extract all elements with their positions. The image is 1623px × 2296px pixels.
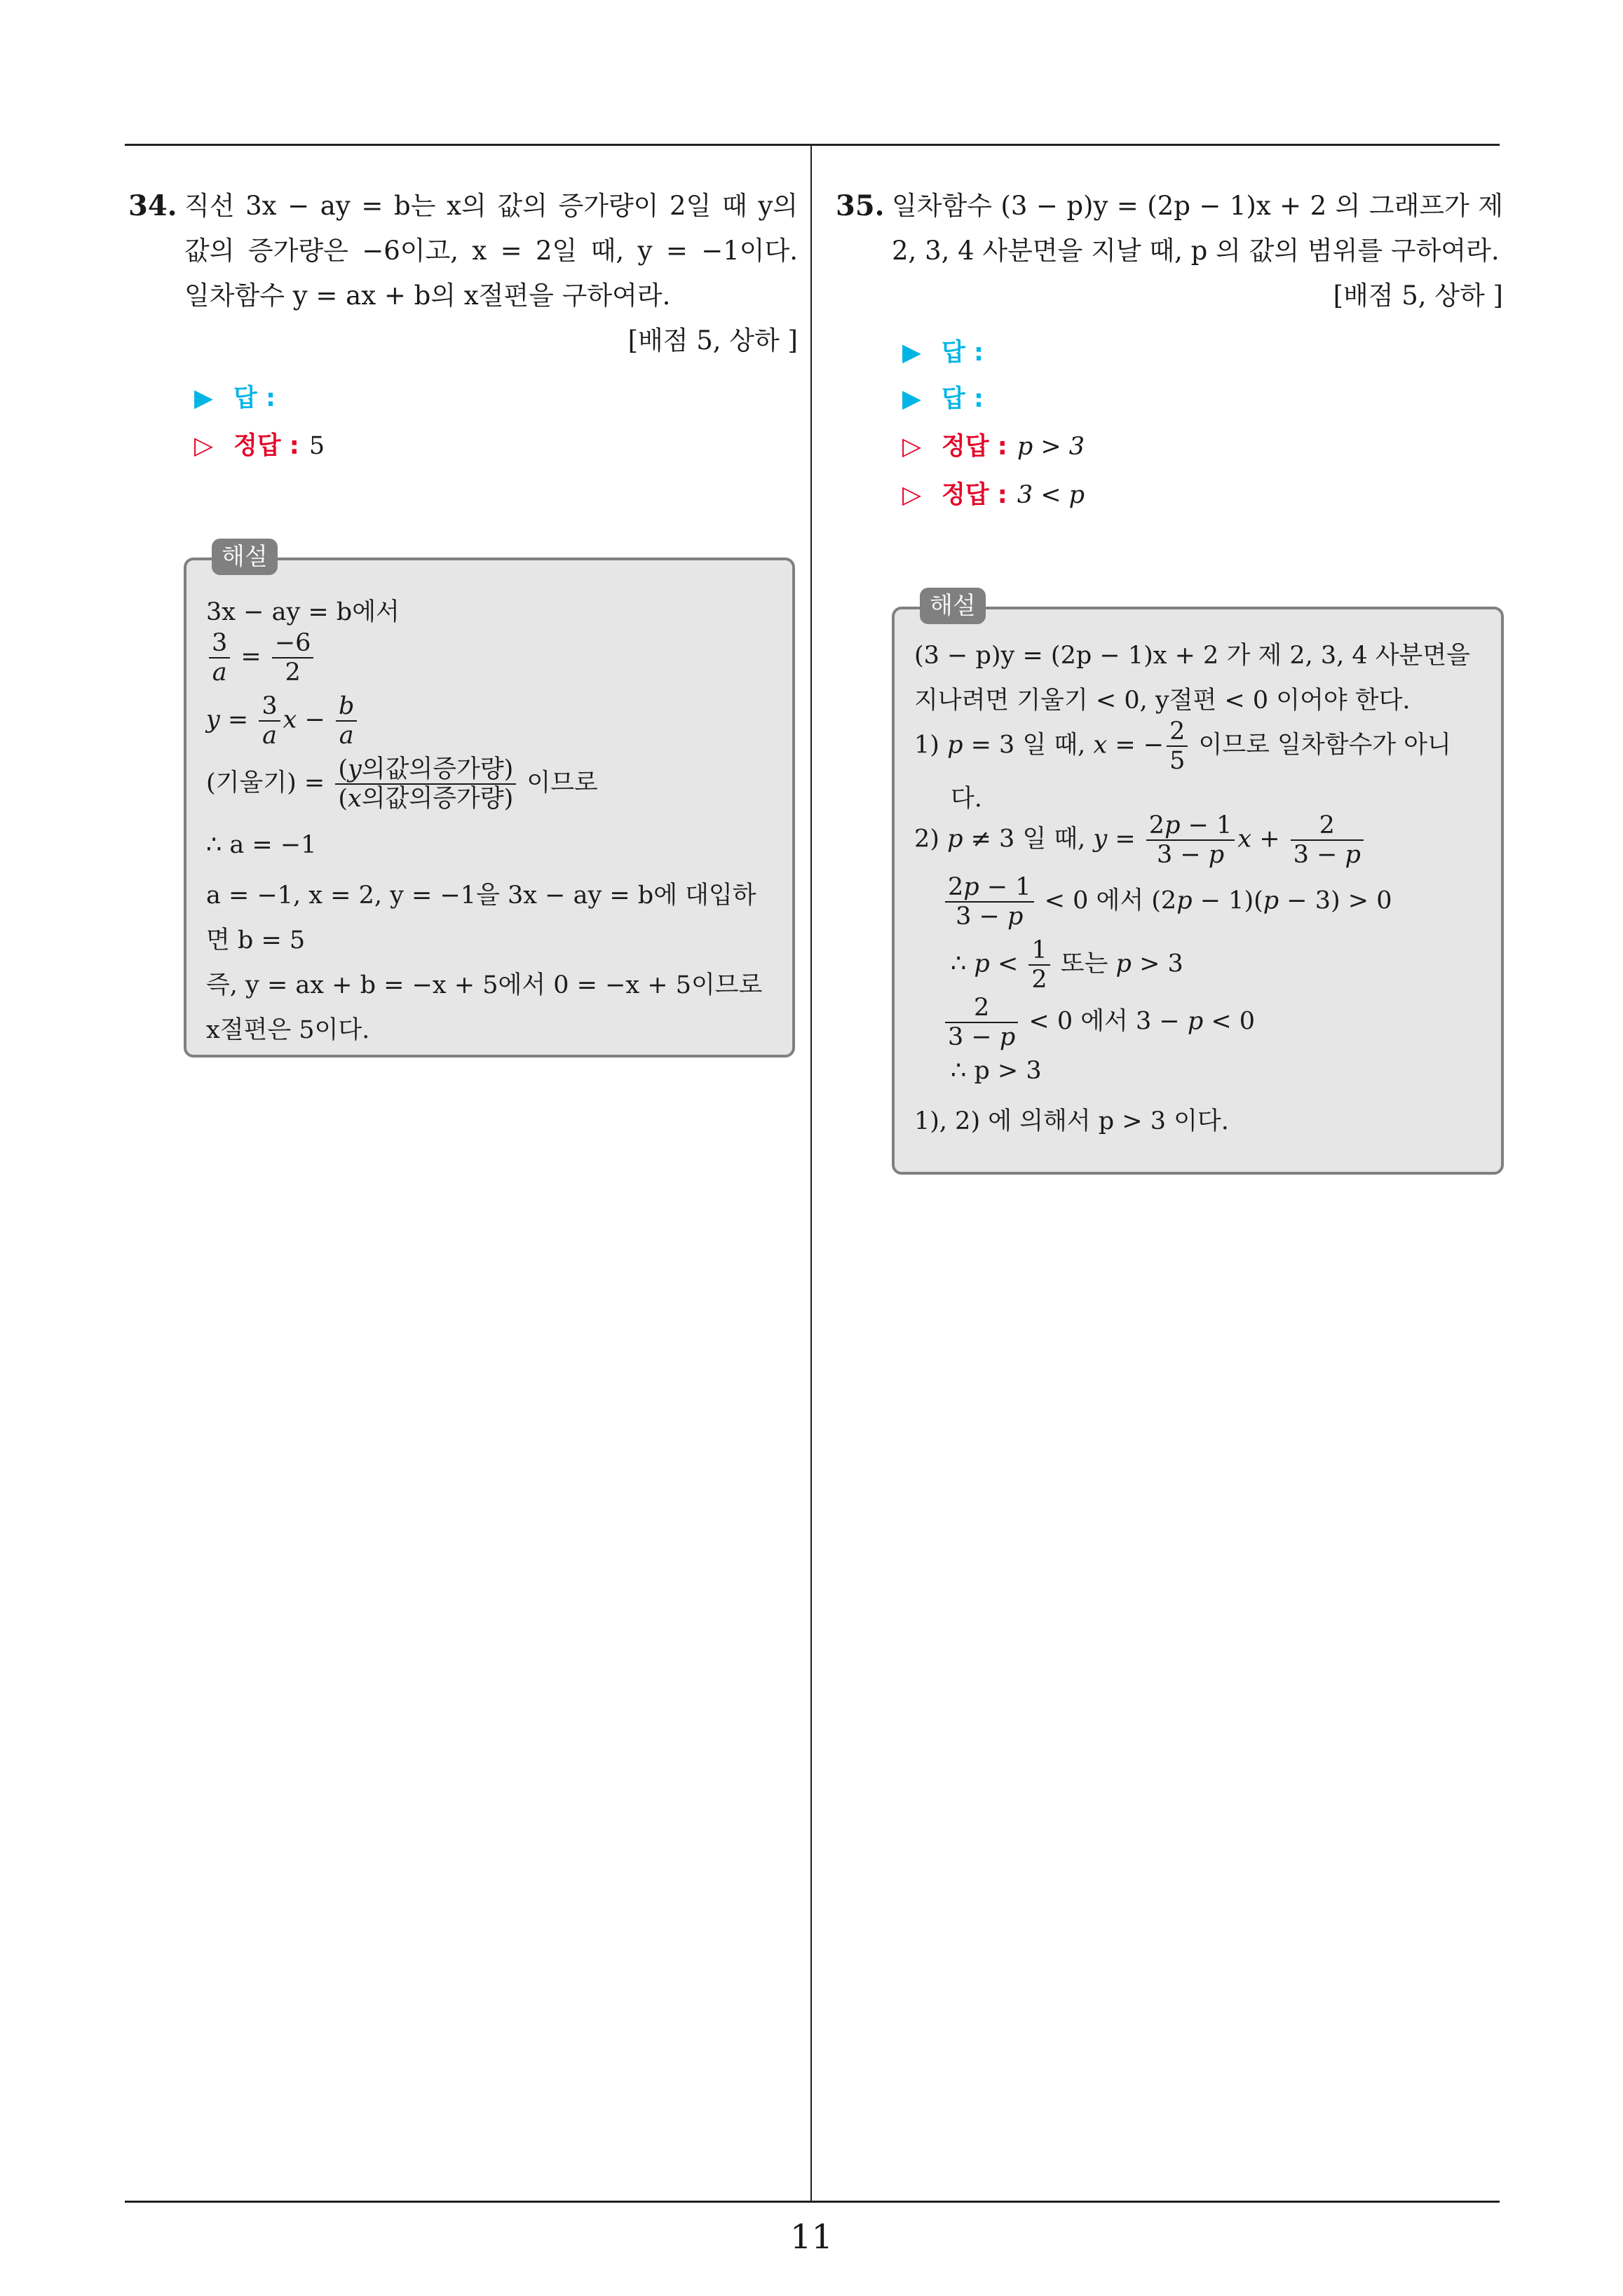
- answer-value: 5: [308, 432, 325, 460]
- solution-line: 면 b = 5: [206, 926, 306, 954]
- answer-value: p > 3: [1017, 433, 1085, 461]
- play-triangle-icon: ▶: [194, 384, 213, 412]
- solution-line: 1) p = 3 일 때, x = − $\frac{2}{5}$ 이므로 일차함수가 아니: [914, 717, 1451, 775]
- stem-line: 일차함수 y = ax + b의 x절편을 구하여라.: [184, 281, 671, 311]
- stem-line: 2, 3, 4 사분면을 지날 때, p 의 값의 범위를 구하여라.: [892, 236, 1500, 266]
- solution-line: (3 − p)y = (2p − 1)x + 2 가 제 2, 3, 4 사분면을: [914, 642, 1470, 670]
- solution-line: $\frac{3}{a}$ = $\frac{-6}{2}$: [206, 629, 316, 687]
- outline-triangle-icon: ▷: [194, 432, 213, 460]
- answer-value: 3 < p: [1017, 481, 1085, 509]
- stem-line: 일차함수 (3 − p)y = (2p − 1)x + 2 의 그래프가 제: [892, 191, 1503, 221]
- correct-answer: ▷ 정답 : p > 3: [902, 433, 1085, 461]
- solution-line: ∴ a = −1: [206, 831, 317, 859]
- score-label: [배점 5, 상하 ]: [627, 325, 798, 356]
- solution-line: 지나려면 기울기 < 0, y절편 < 0 이어야 한다.: [914, 687, 1411, 715]
- column-divider: [810, 144, 812, 2202]
- play-triangle-icon: ▶: [902, 385, 921, 413]
- answer-prompt[interactable]: ▶ 답 :: [902, 339, 984, 367]
- solution-tag: 해설: [212, 539, 278, 575]
- solution-line: 즉, y = ax + b = −x + 5에서 0 = −x + 5이므로: [206, 971, 763, 999]
- solution-line: y = $\frac{3}{a}$ x − $\frac{b}{a}$: [206, 692, 360, 750]
- solution-line: 다.: [951, 785, 982, 813]
- problem-number: 34.: [128, 189, 177, 222]
- stem-line: 직선 3x − ay = b는 x의 값의 증가량이 2일 때 y의: [184, 191, 798, 221]
- solution-line: $\frac{2p - 1}{3 - p}$ < 0 에서 (2p − 1)(p − 3) > 0: [942, 873, 1392, 931]
- solution-line: a = −1, x = 2, y = −1을 3x − ay = b에 대입하: [206, 882, 756, 910]
- solution-line: ∴ p > 3: [951, 1057, 1042, 1085]
- answer-prompt[interactable]: ▶ 답 :: [902, 385, 984, 413]
- solution-tag: 해설: [920, 588, 986, 624]
- correct-answer: ▷ 정답 : 5: [194, 432, 325, 460]
- solution-line: 3x − ay = b에서: [206, 598, 400, 626]
- problem-stem: [892, 184, 1503, 318]
- solution-line: 2) p ≠ 3 일 때, y = $\frac{2p - 1}{3 - p}$ x + $\frac{2}{3 - p}$: [914, 811, 1366, 869]
- solution-box-34: [184, 558, 795, 1058]
- solution-box-35: [892, 607, 1504, 1175]
- solution-content: [914, 636, 1489, 1155]
- correct-answer: ▷ 정답 : 3 < p: [902, 481, 1085, 509]
- stem-line: 값의 증가량은 −6이고, x = 2일 때, y = −1이다.: [184, 236, 798, 266]
- bottom-rule: [125, 2201, 1500, 2203]
- solution-content: [206, 587, 781, 1044]
- solution-line: x절편은 5이다.: [206, 1016, 370, 1044]
- solution-line: (기울기) = $\frac{\text{(y의값의증가량)}}{\text{(x의값의증가량)}}$ 이므로: [206, 755, 598, 813]
- problem-stem: [184, 184, 798, 363]
- solution-line: $\frac{2}{3 - p}$ < 0 에서 3 − p < 0: [942, 994, 1255, 1051]
- outline-triangle-icon: ▷: [902, 481, 921, 509]
- outline-triangle-icon: ▷: [902, 433, 921, 461]
- top-rule: [125, 144, 1500, 146]
- problem-number: 35.: [836, 189, 885, 222]
- score-label: [배점 5, 상하 ]: [1333, 281, 1503, 311]
- play-triangle-icon: ▶: [902, 339, 921, 367]
- solution-line: 1), 2) 에 의해서 p > 3 이다.: [914, 1107, 1229, 1135]
- solution-line: ∴ p < $\frac{1}{2}$ 또는 p > 3: [951, 936, 1183, 994]
- page-number: 11: [789, 2217, 834, 2257]
- answer-prompt[interactable]: ▶ 답 :: [194, 384, 276, 412]
